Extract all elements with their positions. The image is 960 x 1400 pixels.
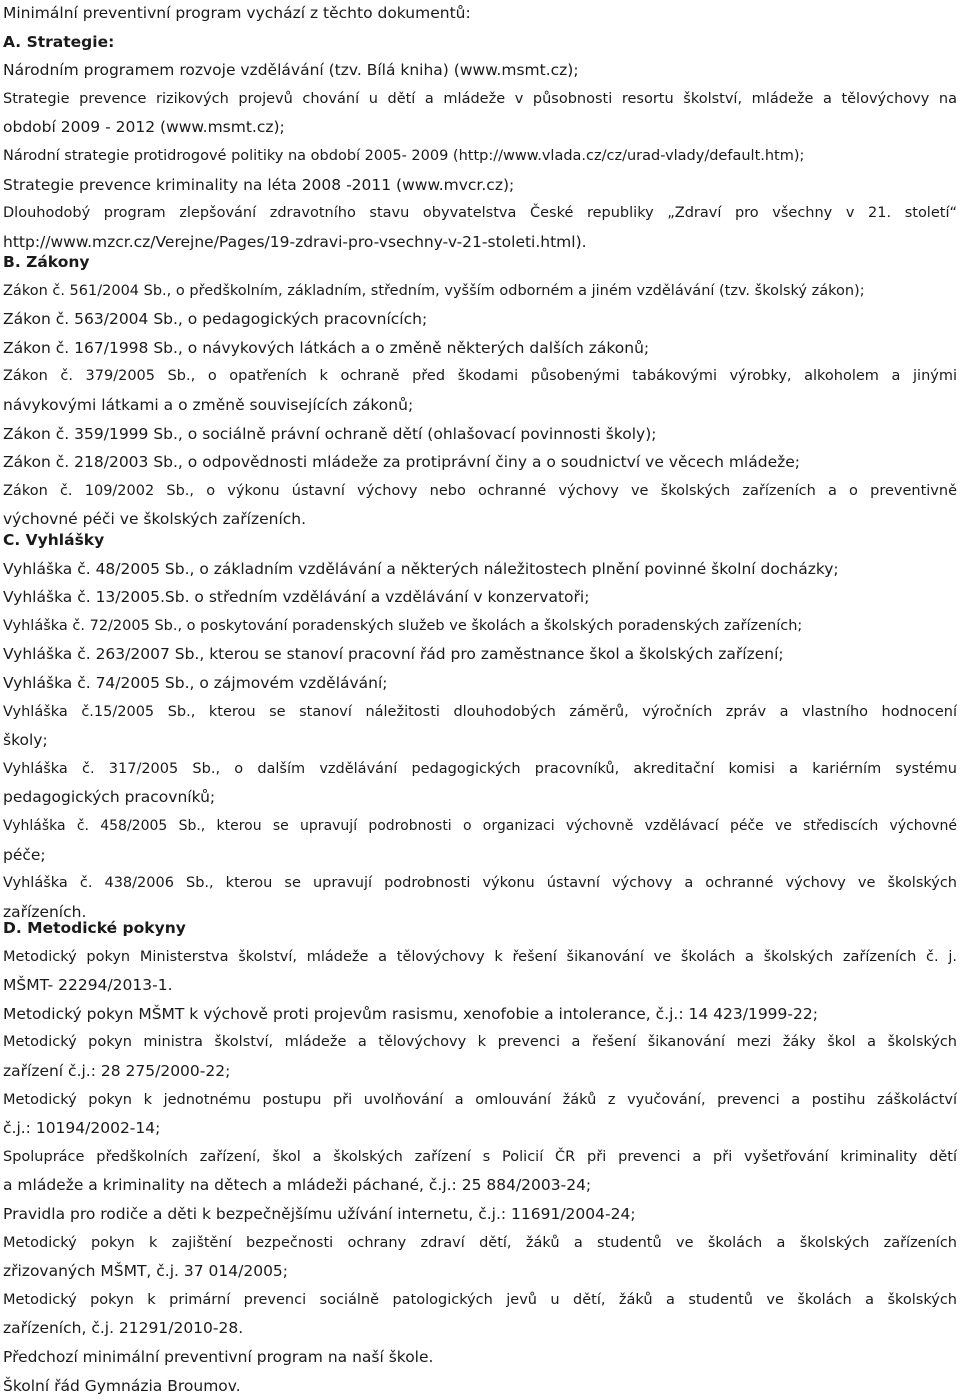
law-line: Zákon č. 109/2002 Sb., o výkonu ústavní výchovy nebo ochranné výchovy ve školských zařízeních a o preventivně (3, 477, 957, 506)
section-b-block (3, 248, 957, 534)
section-a-heading: A. Strategie: (3, 28, 957, 57)
guideline-line: zařízení č.j.: 28 275/2000-22; (3, 1057, 957, 1086)
intro-line: Minimální preventivní program vychází z těchto dokumentů: (3, 0, 957, 28)
law-line: Zákon č. 563/2004 Sb., o pedagogických pracovnících; (3, 305, 957, 334)
decree-line: Vyhláška č. 317/2005 Sb., o dalším vzdělávání pedagogických pracovníků, akreditační komisi a kariérním systému (3, 755, 957, 784)
guideline-line: Metodický pokyn ministra školství, mládeže a tělovýchovy k prevenci a řešení šikanování mezi žáky škol a školských (3, 1028, 957, 1057)
guideline-line: Školní řád Gymnázia Broumov. (3, 1372, 957, 1400)
guideline-line: č.j.: 10194/2002-14; (3, 1114, 957, 1143)
law-line: Zákon č. 359/1999 Sb., o sociálně právní ochraně dětí (ohlašovací povinnosti školy); (3, 420, 957, 449)
law-line: návykovými látkami a o změně souvisejících zákonů; (3, 391, 957, 420)
strategy-line: Dlouhodobý program zlepšování zdravotního stavu obyvatelstva České republiky „Zdraví pro všechny v 21. století“ (3, 199, 957, 228)
guideline-line: zřizovaných MŠMT, č.j. 37 014/2005; (3, 1257, 957, 1286)
guideline-line: Předchozí minimální preventivní program na naší škole. (3, 1343, 957, 1372)
decree-line: Vyhláška č. 48/2005 Sb., o základním vzdělávání a některých náležitostech plnění povinné školní docházky; (3, 555, 957, 584)
strategy-line: období 2009 - 2012 (www.msmt.cz); (3, 113, 957, 142)
guideline-line: Metodický pokyn Ministerstva školství, mládeže a tělovýchovy k řešení šikanování ve školách a školských zařízeních č. j. (3, 943, 957, 972)
strategy-line: Národním programem rozvoje vzdělávání (tzv. Bílá kniha) (www.msmt.cz); (3, 56, 957, 85)
decree-line: Vyhláška č.15/2005 Sb., kterou se stanoví náležitosti dlouhodobých záměrů, výročních zpráv a vlastního hodnocení (3, 698, 957, 727)
strategy-line: Strategie prevence rizikových projevů chování u dětí a mládeže v působnosti resortu školství, mládeže a tělovýchovy na (3, 85, 957, 114)
decree-line: pedagogických pracovníků; (3, 783, 957, 812)
law-line: Zákon č. 218/2003 Sb., o odpovědnosti mládeže za protiprávní činy a o soudnictví ve věcech mládeže; (3, 448, 957, 477)
decree-line: Vyhláška č. 438/2006 Sb., kterou se upravují podrobnosti výkonu ústavní výchovy a ochranné výchovy ve školských (3, 869, 957, 898)
section-a-block (3, 0, 957, 256)
decree-line: Vyhláška č. 74/2005 Sb., o zájmovém vzdělávání; (3, 669, 957, 698)
decree-line: Vyhláška č. 13/2005.Sb. o středním vzdělávání a vzdělávání v konzervatoři; (3, 583, 957, 612)
guideline-line: Spolupráce předškolních zařízení, škol a školských zařízení s Policií ČR při prevenci a při vyšetřování kriminality dětí (3, 1143, 957, 1172)
strategy-line: Národní strategie protidrogové politiky na období 2005- 2009 (http://www.vlada.cz/cz/urad-vlady/default.htm); (3, 142, 957, 171)
section-c-heading: C. Vyhlášky (3, 526, 957, 555)
guideline-line: zařízeních, č.j. 21291/2010-28. (3, 1314, 957, 1343)
strategy-line: http://www.mzcr.cz/Verejne/Pages/19-zdravi-pro-vsechny-v-21-stoleti.html). (3, 228, 957, 257)
guideline-line: Pravidla pro rodiče a děti k bezpečnějšímu užívání internetu, č.j.: 11691/2004-24; (3, 1200, 957, 1229)
decree-line: Vyhláška č. 263/2007 Sb., kterou se stanoví pracovní řád pro zaměstnance škol a školských zařízení; (3, 640, 957, 669)
law-line: Zákon č. 379/2005 Sb., o opatřeních k ochraně před škodami působenými tabákovými výrobky, alkoholem a jinými (3, 362, 957, 391)
guideline-line: a mládeže a kriminality na dětech a mládeži páchané, č.j.: 25 884/2003-24; (3, 1171, 957, 1200)
law-line: Zákon č. 561/2004 Sb., o předškolním, základním, středním, vyšším odborném a jiném vzdělávání (tzv. školský zákon); (3, 277, 957, 306)
strategy-line: Strategie prevence kriminality na léta 2008 -2011 (www.mvcr.cz); (3, 171, 957, 200)
decree-line: Vyhláška č. 72/2005 Sb., o poskytování poradenských služeb ve školách a školských poradenských zařízeních; (3, 612, 957, 641)
guideline-line: Metodický pokyn k jednotnému postupu při uvolňování a omlouvání žáků z vyučování, prevenci a postihu záškoláctví (3, 1086, 957, 1115)
guideline-line: Metodický pokyn k zajištění bezpečnosti ochrany zdraví dětí, žáků a studentů ve školách a školských zařízeních (3, 1229, 957, 1258)
decree-line: Vyhláška č. 458/2005 Sb., kterou se upravují podrobnosti o organizaci výchovně vzdělávací péče ve střediscích výchovné (3, 812, 957, 841)
decree-line: péče; (3, 841, 957, 870)
guideline-line: MŠMT- 22294/2013-1. (3, 971, 957, 1000)
law-line: Zákon č. 167/1998 Sb., o návykových látkách a o změně některých dalších zákonů; (3, 334, 957, 363)
guideline-line: Metodický pokyn k primární prevenci sociálně patologických jevů u dětí, žáků a studentů ve školách a školských (3, 1286, 957, 1315)
section-b-heading: B. Zákony (3, 248, 957, 277)
decree-line: školy; (3, 726, 957, 755)
section-d-heading: D. Metodické pokyny (3, 914, 957, 943)
section-d-block (3, 914, 957, 1400)
law-line: výchovné péči ve školských zařízeních. (3, 505, 957, 534)
decree-line: zařízeních. (3, 898, 957, 927)
guideline-line: Metodický pokyn MŠMT k výchově proti projevům rasismu, xenofobie a intolerance, č.j.: 14 423/1999-22; (3, 1000, 957, 1029)
section-c-block (3, 526, 957, 926)
